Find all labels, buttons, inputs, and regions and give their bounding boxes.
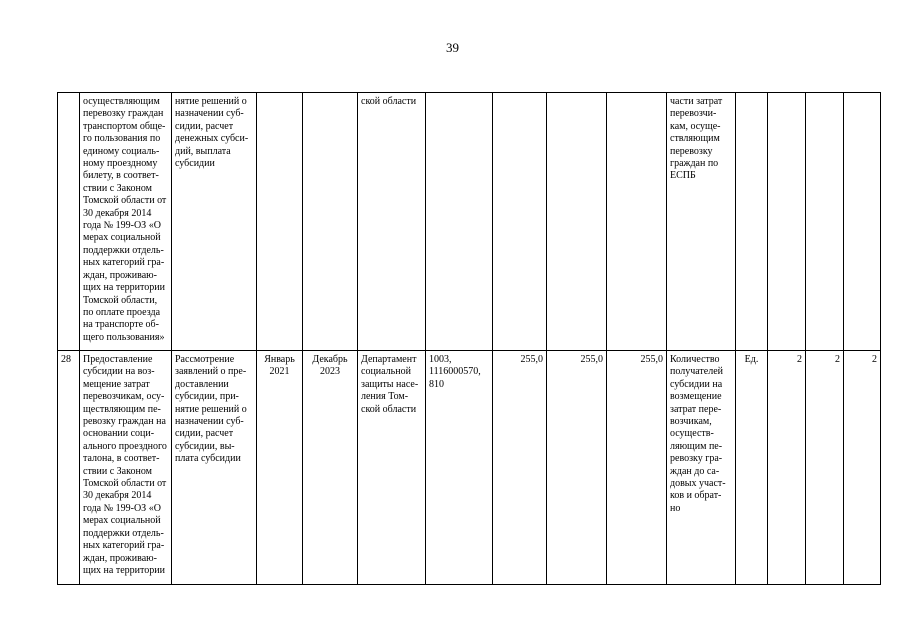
indicator-year-1-cell <box>768 93 806 351</box>
start-date-cell: Январь 2021 <box>257 351 303 585</box>
funding-year-2-cell <box>547 93 607 351</box>
funding-year-2-cell: 255,0 <box>547 351 607 585</box>
procedure-cell: нятие решений о назначении суб- сидии, расчет денежных субси- дий, выплата субсидии <box>172 93 257 351</box>
indicator-year-2-cell: 2 <box>806 351 844 585</box>
indicator-cell: части затрат перевозчи- кам, осуще- ствляющим перевозку граждан по ЕСПБ <box>667 93 736 351</box>
activity-name-cell: Предоставление субсидии на воз- мещение затрат перевозчикам, осу- ществляющим пе- ревозку граждан на основании соци- ального проездного талона, в соответ- ствии с Законом Томской области от 30 декабря 2014 года № 199-ОЗ «О мерах социальной поддержки отдель- ных категорий гра- ждан, проживаю- щих на территории <box>80 351 172 585</box>
funding-year-3-cell: 255,0 <box>607 351 667 585</box>
indicator-year-3-cell <box>844 93 881 351</box>
activity-name-cell: осуществляющим перевозку граждан транспортом обще- го пользования по единому социаль- ному проездному билету, в соответ- ствии с Законом Томской области от 30 декабря 2014 года № 199-ОЗ «О мерах социальной поддержки отдель- ных категорий гра- ждан, проживаю- щих на территории Томской области, по оплате проезда на транспорте об- щего пользования» <box>80 93 172 351</box>
table-row <box>58 351 881 585</box>
table-row <box>58 93 881 351</box>
row-number-cell: 28 <box>58 351 80 585</box>
page-number: 39 <box>446 40 459 55</box>
end-date-cell <box>303 93 358 351</box>
executor-cell: Департамент социальной защиты насе- ления Том- ской области <box>358 351 426 585</box>
funding-year-1-cell: 255,0 <box>493 351 547 585</box>
procedure-cell: Рассмотрение заявлений о пре- доставлении субсидии, при- нятие решений о назначении суб- сидии, расчет субсидии, вы- плата субсидии <box>172 351 257 585</box>
budget-code-cell <box>426 93 493 351</box>
indicator-year-1-cell: 2 <box>768 351 806 585</box>
start-date-cell <box>257 93 303 351</box>
executor-cell: ской области <box>358 93 426 351</box>
indicator-cell: Количество получателей субсидии на возмещение затрат пере- возчикам, осуществ- ляющим пе- ревозку гра- ждан до са- довых участ- ков и обрат- но <box>667 351 736 585</box>
row-number-cell <box>58 93 80 351</box>
budget-code-cell: 1003, 1116000570, 810 <box>426 351 493 585</box>
indicator-year-3-cell: 2 <box>844 351 881 585</box>
funding-year-1-cell <box>493 93 547 351</box>
unit-cell: Ед. <box>736 351 768 585</box>
end-date-cell: Декабрь 2023 <box>303 351 358 585</box>
program-activities-table <box>57 92 881 585</box>
unit-cell <box>736 93 768 351</box>
indicator-year-2-cell <box>806 93 844 351</box>
funding-year-3-cell <box>607 93 667 351</box>
